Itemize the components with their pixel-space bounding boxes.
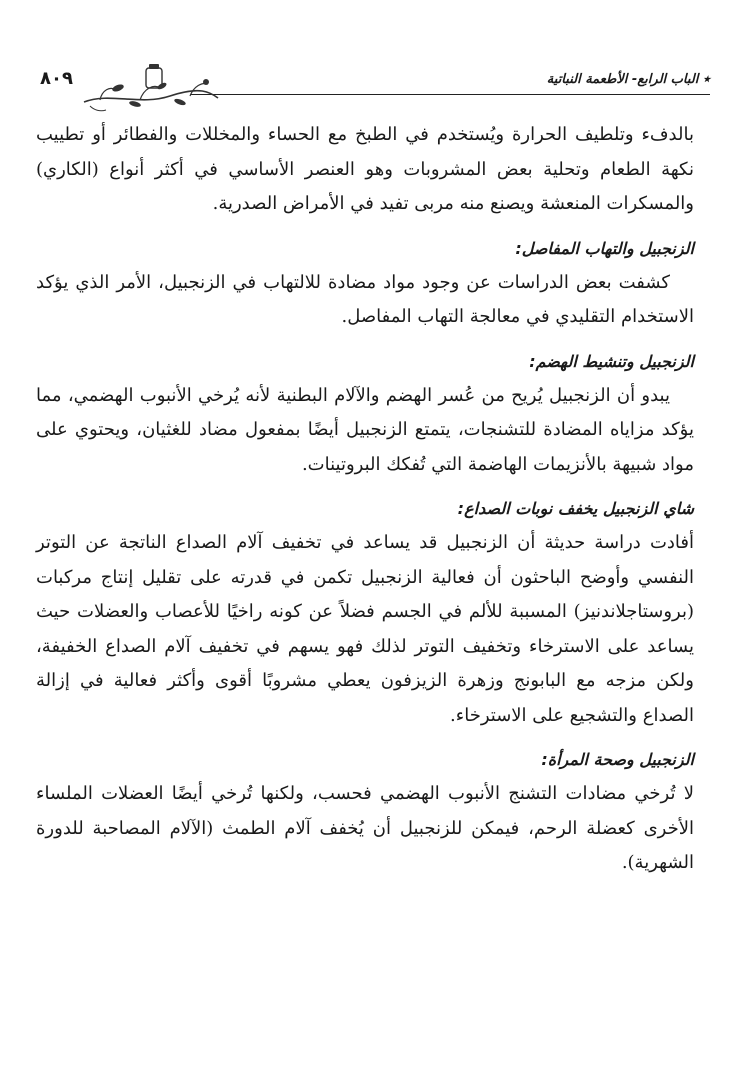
section-heading-headache: شاي الزنجبيل يخفف نوبات الصداع: [457,499,694,518]
section-heading-digestion: الزنجبيل وتنشيط الهضم: [529,351,694,371]
section-paragraph-digestion: يبدو أن الزنجبيل يُريح من عُسر الهضم والآلام البطنية لأنه يُرخي الأنبوب الهضمي، مما يؤكد مزاياه المضادة للتشنجات، يتمتع الزنجبيل أيضًا بمفعول مضاد للغثيان، ويحتوي على مواد شبيهة بالأنزيمات الهاضمة التي تُفكك البروتينات. [36,384,694,475]
running-header [40,62,710,116]
page-body [36,118,694,881]
section-paragraph-womens-health: لا تُرخي مضادات التشنج الأنبوب الهضمي فحسب، ولكنها تُرخي أيضًا العضلات الملساء الأخرى كعضلة الرحم، فيمكن للزنجبيل أن يُخفف آلام الطمث (الآلام المصاحبة للدورة الشهرية). [36,783,694,873]
intro-paragraph: بالدفء وتلطيف الحرارة ويُستخدم في الطبخ مع الحساء والمخللات والفطائر أو تطييب نكهة الطعام وتحلية بعض المشروبات وهو العنصر الأساسي في أكثر أنواع (الكاري) والمسكرات المنعشة ويصنع منه مربى تفيد في الأمراض الصدرية. [36,124,694,214]
header-divider [190,94,710,95]
section-paragraph-arthritis: كشفت بعض الدراسات عن وجود مواد مضادة للالتهاب في الزنجبيل، الأمر الذي يؤكد الاستخدام التقليدي في معالجة التهاب المفاصل. [36,271,694,327]
section-heading-womens-health: الزنجبيل وصحة المرأة: [541,750,694,769]
floral-ornament-icon [80,62,220,116]
page-number: ٨٠٩ [40,68,73,89]
section-paragraph-headache: أفادت دراسة حديثة أن الزنجبيل قد يساعد في تخفيف آلام الصداع الناتجة عن التوتر النفسي وأوضح الباحثون أن فعالية الزنجبيل تكمن في قدرته على تقليل إنتاج مركبات (بروستاجلاندنيز) المسببة للألم في الجسم فضلاً عن كونه راخيًا للأعصاب والعضلات حيث يساعد على الاسترخاء وتخفيف التوتر لذلك فهو يسهم في تخفيف آلام الصداع الخفيفة، ولكن مزجه مع البابونج وزهرة الزيزفون يعطي مشروبًا أقوى وأكثر فعالية في إزالة الصداع والتشجيع على الاسترخاء. [36,532,694,726]
chapter-title: ٭ الباب الرابع- الأطعمة النباتية [546,72,710,87]
section-heading-arthritis: الزنجبيل والتهاب المفاصل: [515,238,694,258]
